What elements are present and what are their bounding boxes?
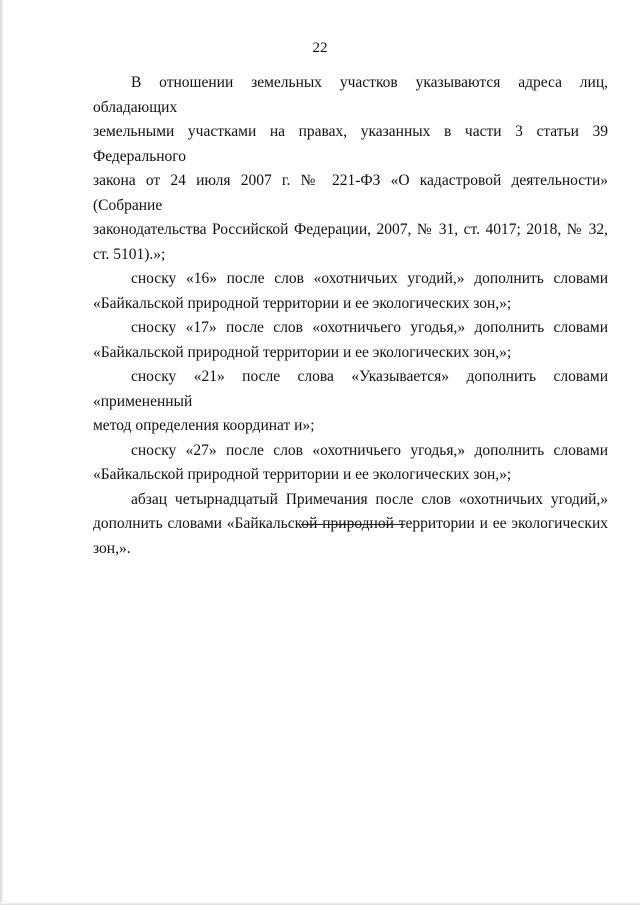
text-line: сноску «17» после слов «охотничьего угодья,» дополнить словами [131,319,608,336]
paragraph-footnote-27 [93,439,608,488]
page-number: 22 [312,40,328,56]
end-of-text-rule [301,524,405,525]
document-body [93,71,608,561]
text-line: дополнить словами «Байкальской природной территории и ее экологических [93,515,608,532]
paragraph-footnote-21 [93,365,608,439]
text-line: абзац четырнадцатый Примечания после слов «охотничьих угодий,» [131,490,608,508]
text-line: сноску «16» после слов «охотничьих угодий,» дополнить словами [131,270,608,287]
text-line: сноску «27» после слов «охотничьего угодья,» дополнить словами [131,441,608,459]
text-line: зон,». [93,539,131,557]
text-line: метод определения координат и»; [93,417,315,434]
text-line: законодательства Российской Федерации, 2007, № 31, ст. 4017; 2018, № 32, [93,221,608,238]
scan-edge-shadow [0,0,4,905]
text-line: ст. 5101).»; [93,245,166,263]
text-line: закона от 24 июля 2007 г. № 221-ФЗ «О кадастровой деятельности» (Собрание [93,172,608,214]
text-line: В отношении земельных участков указываются адреса лиц, обладающих [93,74,608,116]
paragraph-footnote-16 [93,267,608,316]
paragraph-address-note [93,71,608,267]
text-line: «Байкальской природной территории и ее экологических зон,»; [93,466,512,483]
text-line: земельными участками на правах, указанных в части 3 статьи 39 Федерального [93,123,608,165]
text-line: сноску «21» после слова «Указывается» дополнить словами «примененный [93,368,608,410]
paragraph-footnote-17 [93,316,608,365]
text-line: «Байкальской природной территории и ее экологических зон,»; [93,343,512,361]
text-line: «Байкальской природной территории и ее экологических зон,»; [93,294,512,312]
